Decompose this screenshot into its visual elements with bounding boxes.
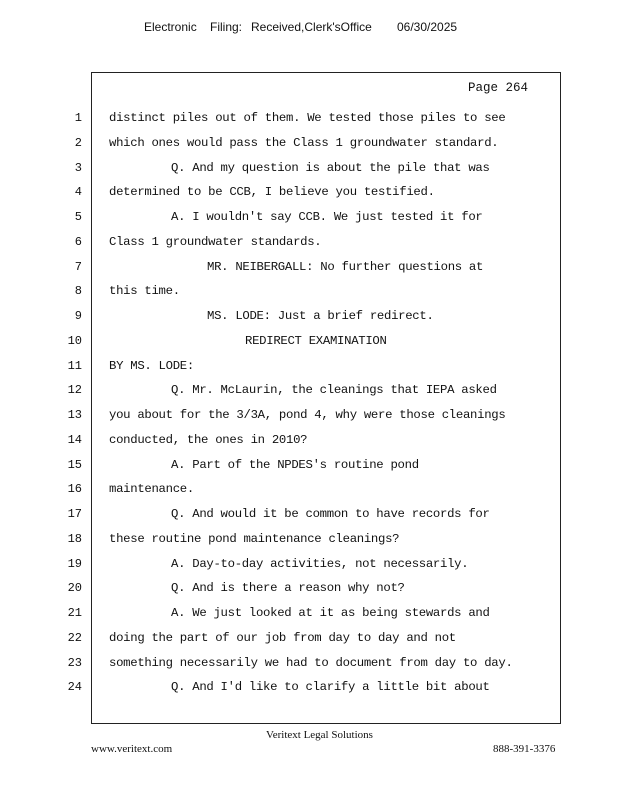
transcript-line-text: these routine pond maintenance cleanings?: [109, 532, 400, 546]
header-filing: Filing:: [210, 20, 243, 34]
line-number: 21: [67, 606, 82, 620]
line-number: 8: [74, 284, 82, 298]
transcript-line-text: A. We just looked at it as being stewards and: [171, 606, 490, 620]
header-electronic: Electronic: [144, 20, 197, 34]
transcript-line-text: REDIRECT EXAMINATION: [245, 334, 387, 348]
transcript-line-text: Q. And is there a reason why not?: [171, 581, 405, 595]
footer-phone: 888-391-3376: [493, 743, 556, 755]
line-number: 7: [74, 260, 82, 274]
transcript-line-text: Q. And my question is about the pile that was: [171, 161, 490, 175]
line-number: 22: [67, 631, 82, 645]
line-number: 1: [74, 111, 82, 125]
transcript-line-text: A. I wouldn't say CCB. We just tested it for: [171, 210, 483, 224]
line-number: 4: [74, 185, 82, 199]
transcript-line-text: something necessarily we had to document from day to day.: [109, 656, 513, 670]
line-number: 2: [74, 136, 82, 150]
transcript-line-text: which ones would pass the Class 1 groundwater standard.: [109, 136, 499, 150]
transcript-line-text: Q. And would it be common to have records for: [171, 507, 490, 521]
line-number: 9: [74, 309, 82, 323]
transcript-line-text: distinct piles out of them. We tested those piles to see: [109, 111, 506, 125]
transcript-line-text: BY MS. LODE:: [109, 359, 194, 373]
line-number: 16: [67, 482, 82, 496]
transcript-line-text: Q. And I'd like to clarify a little bit about: [171, 680, 490, 694]
transcript-line-text: doing the part of our job from day to day and not: [109, 631, 456, 645]
line-number: 20: [67, 581, 82, 595]
footer-website: www.veritext.com: [91, 743, 173, 755]
line-number: 11: [67, 359, 82, 373]
line-number: 17: [67, 507, 82, 521]
page-number: Page 264: [468, 81, 529, 95]
line-number: 24: [67, 680, 82, 694]
transcript-line-text: conducted, the ones in 2010?: [109, 433, 308, 447]
line-number: 5: [74, 210, 82, 224]
filing-header: [0, 20, 618, 38]
transcript-line-text: A. Day-to-day activities, not necessarily.: [171, 557, 469, 571]
transcript-line-text: this time.: [109, 284, 180, 298]
header-received: Received,Clerk'sOffice: [251, 20, 372, 34]
line-number: 15: [67, 458, 82, 472]
line-number: 10: [67, 334, 82, 348]
transcript-line-text: maintenance.: [109, 482, 194, 496]
line-number: 18: [67, 532, 82, 546]
header-date: 06/30/2025: [397, 20, 458, 34]
transcript-line-text: MS. LODE: Just a brief redirect.: [207, 309, 434, 323]
line-number: 12: [67, 383, 82, 397]
line-number: 14: [67, 433, 82, 447]
line-number: 13: [67, 408, 82, 422]
transcript-line-text: Q. Mr. McLaurin, the cleanings that IEPA asked: [171, 383, 497, 397]
line-number: 19: [67, 557, 82, 571]
line-number: 3: [74, 161, 82, 175]
transcript-line-text: MR. NEIBERGALL: No further questions at: [207, 260, 484, 274]
transcript-line-text: determined to be CCB, I believe you testified.: [109, 185, 435, 199]
transcript-line-text: Class 1 groundwater standards.: [109, 235, 322, 249]
transcript-line-text: A. Part of the NPDES's routine pond: [171, 458, 419, 472]
transcript-line-text: you about for the 3/3A, pond 4, why were those cleanings: [109, 408, 506, 422]
line-number: 23: [67, 656, 82, 670]
line-number: 6: [74, 235, 82, 249]
footer-company: Veritext Legal Solutions: [266, 729, 373, 741]
